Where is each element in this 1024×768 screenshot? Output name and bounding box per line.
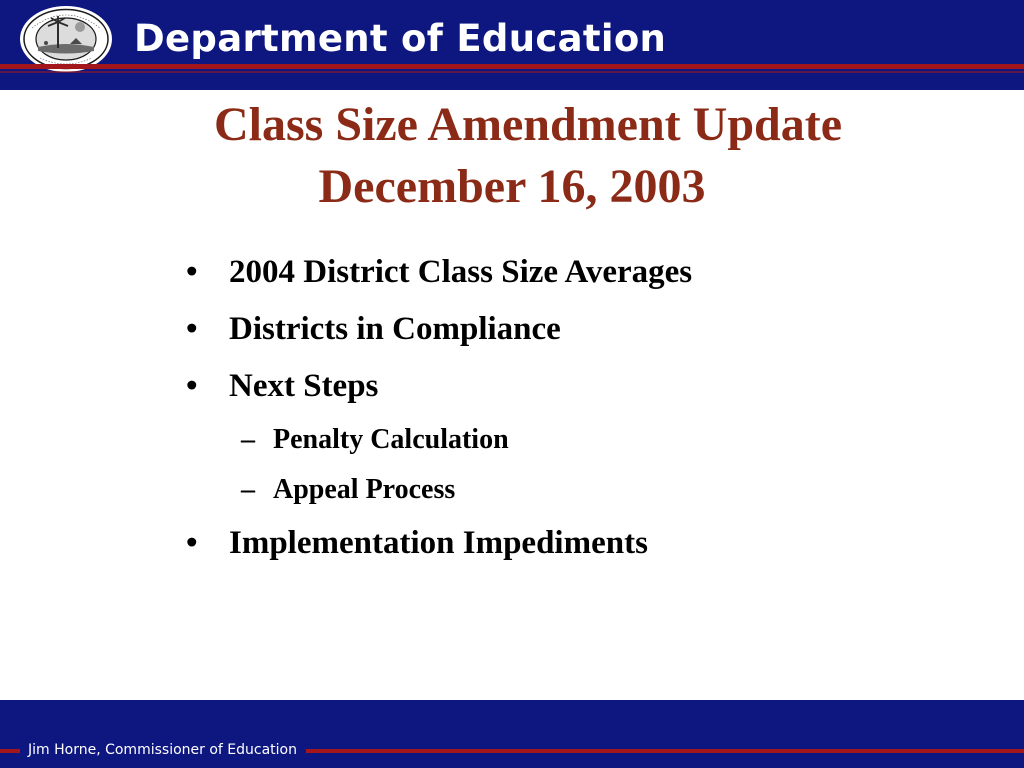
sub-bullet-item (186, 423, 986, 457)
sub-bullet-text: Appeal Process (273, 474, 456, 505)
bullet-item (186, 523, 986, 563)
sub-bullet-marker: – (241, 424, 255, 455)
slide-title-line2: December 16, 2003 (318, 160, 706, 213)
footer-stripe-left (0, 749, 20, 753)
footer-stripe (306, 749, 1024, 753)
bullet-item (186, 366, 986, 406)
department-title: Department of Education (134, 17, 667, 60)
sub-bullet-item (186, 473, 986, 507)
slide-title (0, 94, 1024, 218)
bullet-list (186, 252, 986, 580)
bullet-marker: • (186, 368, 198, 404)
footer-banner (0, 700, 1024, 768)
sub-bullet-text: Penalty Calculation (273, 424, 509, 455)
bullet-marker: • (186, 311, 198, 347)
header-stripe-thin (0, 71, 1024, 73)
slide-title-line1: Class Size Amendment Update (213, 98, 842, 151)
sub-bullet-marker: – (241, 474, 255, 505)
bullet-item (186, 252, 986, 292)
bullet-text: 2004 District Class Size Averages (229, 254, 693, 290)
bullet-text: Next Steps (229, 368, 379, 404)
bullet-text: Implementation Impediments (229, 525, 648, 561)
header-banner (0, 0, 1024, 90)
bullet-item (186, 309, 986, 349)
bullet-marker: • (186, 525, 198, 561)
bullet-text: Districts in Compliance (229, 311, 561, 347)
footer-commissioner: Jim Horne, Commissioner of Education (28, 742, 297, 758)
header-stripe (0, 64, 1024, 69)
bullet-marker: • (186, 254, 198, 290)
